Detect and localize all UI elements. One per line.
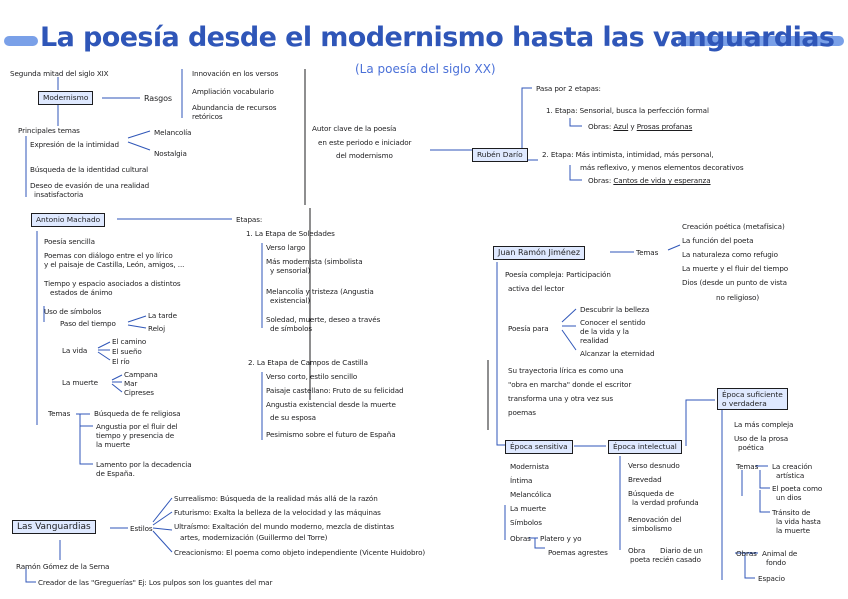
jrj-desc-2a: Conocer el sentido [580,318,646,327]
suf-animal-1: Animal de [762,549,798,558]
jrj-desc-1: Descubrir la belleza [580,305,650,314]
title-decoration-left [4,36,38,46]
modernismo-period: Segunda mitad del siglo XIX [10,69,109,78]
machado-etapa-1: 1. La Etapa de Soledades [246,229,335,238]
jrj-temas-label: Temas [636,248,659,257]
tema-melancolia: Melancolía [154,128,192,137]
suf-obras-label: Obras [736,549,757,558]
sym-paso: Paso del tiempo [60,319,116,328]
tema-nostalgia: Nostalgia [154,149,187,158]
suf-1: La más compleja [734,420,794,429]
tema-evasion-1: Deseo de evasión de una realidad [30,181,150,190]
machado-dialogo-2: y el paisaje de Castilla, León, amigos, ... [44,260,185,269]
sensitiva-2: Íntima [510,476,533,485]
sensitiva-3: Melancólica [510,490,552,499]
ultraismo-b: artes, modernización (Guillermo del Torre) [180,533,328,542]
sym-sueno: El sueño [112,347,142,356]
jrj-tema-2: La función del poeta [682,236,754,245]
machado-poesia: Poesía sencilla [44,237,95,246]
intel-obra-label: Obra [628,546,646,555]
ruben-box: Rubén Darío [472,148,528,162]
rasgos-label: Rasgos [144,94,172,103]
sym-camino: El camino [112,337,147,346]
sensitiva-4: La muerte [510,504,546,513]
intel-4: Renovación del [628,515,682,524]
epoca-sensitiva-box: Época sensitiva [505,440,573,454]
ruben-obras-2: Obras: Cantos de vida y esperanza [588,176,711,185]
e2-paisaje: Paisaje castellano: Fruto de su felicidad [266,386,404,395]
sym-campana: Campana [124,370,158,379]
suf-poeta-2: un dios [776,493,802,502]
e2-angustia-b: de su esposa [270,413,316,422]
jrj-compleja-1: Poesía compleja: Participación [505,270,611,279]
page-subtitle: (La poesía del siglo XX) [355,62,496,76]
machado-lamento-2: de España. [96,469,135,478]
machado-simbolos: Uso de símbolos [44,307,102,316]
jrj-tema-5b: no religioso) [716,293,760,302]
jrj-poesia-para: Poesía para [508,324,549,333]
ruben-obras-1: Obras: Azul y Prosas profanas [588,122,693,131]
ruben-desc-2: en este periodo e iniciador [318,138,412,147]
ultraismo-a: Ultraísmo: Exaltación del mundo moderno, mezcla de distintas [174,522,394,531]
jrj-compleja-2: activa del lector [508,284,565,293]
machado-temas: Temas [48,409,71,418]
e1-melancolia: Melancolía y tristeza (Angustia [266,287,374,296]
suf-espacio: Espacio [758,574,785,583]
jrj-tema-4: La muerte y el fluir del tiempo [682,264,789,273]
sym-muerte: La muerte [62,378,98,387]
sensitiva-agrestes: Poemas agrestes [548,548,608,557]
tema-identidad: Búsqueda de la identidad cultural [30,165,149,174]
intel-diario-2: poeta recién casado [630,555,701,564]
creacionismo: Creacionismo: El poema como objeto independiente (Vicente Huidobro) [174,548,426,557]
ramon: Ramón Gómez de la Serna [16,562,110,571]
suficiente-line-1: Época suficiente [722,390,783,399]
suficiente-line-2: o verdadera [722,399,767,408]
sensitiva-obras-label: Obras [510,534,531,543]
suf-transito-1: Tránsito de [772,508,811,517]
rasgo-3b: retóricos [192,112,223,121]
vanguardias-estilos: Estilos [130,524,153,533]
sym-rio: El río [112,357,130,366]
suf-creacion-2: artística [776,471,805,480]
suf-creacion-1: La creación [772,462,813,471]
suf-transito-3: la muerte [776,526,810,535]
machado-lamento-1: Lamento por la decadencia [96,460,192,469]
machado-angustia-2: tiempo y presencia de [96,431,175,440]
machado-angustia-1: Angustia por el fluir del [96,422,178,431]
machado-angustia-3: la muerte [96,440,130,449]
e2-pesimismo: Pesimismo sobre el futuro de España [266,430,396,439]
sensitiva-5: Símbolos [510,518,542,527]
jrj-trayectoria-1: Su trayectoria lírica es como una [508,366,624,375]
e1-modernista: Más modernista (simbolista [266,257,363,266]
suf-temas-label: Temas [736,462,759,471]
ruben-etapa-2b: más reflexivo, y menos elementos decorativos [580,163,744,172]
vanguardias-box: Las Vanguardias [12,520,96,534]
ruben-etapa-1: 1. Etapa: Sensorial, busca la perfección formal [546,106,709,115]
ruben-etapas-label: Pasa por 2 etapas: [536,84,601,93]
suf-2b: poética [738,443,764,452]
suf-animal-2: fondo [766,558,786,567]
jrj-tema-5: Dios (desde un punto de vista [682,278,787,287]
jrj-desc-3: Alcanzar la eternidad [580,349,655,358]
intel-1: Verso desnudo [628,461,680,470]
suf-2: Uso de la prosa [734,434,789,443]
intel-3b: la verdad profunda [632,498,699,507]
jrj-trayectoria-3: transforma una y otra vez sus [508,394,614,403]
tema-evasion-2: insatisfactoria [34,190,84,199]
e1-verso: Verso largo [266,243,306,252]
epoca-intelectual-box: Época intelectual [608,440,682,454]
rasgo-3: Abundancia de recursos [192,103,277,112]
ruben-desc-3: del modernismo [336,151,393,160]
sym-tarde: La tarde [148,311,177,320]
intel-3: Búsqueda de [628,489,674,498]
page-title: La poesía desde el modernismo hasta las vanguardias [40,22,835,53]
machado-etapa-2: 2. La Etapa de Campos de Castilla [248,358,368,367]
e2-angustia: Angustia existencial desde la muerte [266,400,396,409]
jrj-trayectoria-4: poemas [508,408,536,417]
tema-intimidad: Expresión de la intimidad [30,140,119,149]
sym-mar: Mar [124,379,138,388]
sym-reloj: Reloj [148,324,165,333]
rasgo-1: Innovación en los versos [192,69,279,78]
sensitiva-platero: Platero y yo [540,534,582,543]
ramon-greguerias: Creador de las "Greguerías" Ej: Los pulpos son los guantes del mar [38,578,273,587]
jrj-tema-3: La naturaleza como refugio [682,250,778,259]
machado-dialogo-1: Poemas con diálogo entre el yo lírico [44,251,173,260]
machado-tiempo-2: estados de ánimo [50,288,113,297]
machado-etapas-label: Etapas: [236,215,263,224]
futurismo: Futurismo: Exalta la belleza de la velocidad y las máquinas [174,508,381,517]
surrealismo: Surrealismo: Búsqueda de la realidad más allá de la razón [174,494,378,503]
ruben-etapa-2a: 2. Etapa: Más intimista, intimidad, más personal, [542,150,714,159]
machado-tiempo-1: Tiempo y espacio asociados a distintos [44,279,181,288]
suf-transito-2: la vida hasta [776,517,821,526]
temas-label: Principales temas [18,126,80,135]
machado-box: Antonio Machado [31,213,105,227]
sym-cipreses: Cipreses [124,388,154,397]
e2-verso: Verso corto, estilo sencillo [266,372,358,381]
suf-poeta-1: El poeta como [772,484,823,493]
intel-diario-1: Diario de un [660,546,703,555]
e1-modernista-b: y sensorial) [270,266,311,275]
e1-melancolia-b: existencial) [270,296,311,305]
rasgo-2: Ampliación vocabulario [192,87,274,96]
modernismo-box: Modernismo [38,91,93,105]
e1-soledad: Soledad, muerte, deseo a través [266,315,381,324]
e1-soledad-b: de símbolos [270,324,313,333]
jrj-trayectoria-2: "obra en marcha" donde el escritor [508,380,632,389]
epoca-suficiente-box [717,388,788,410]
intel-4b: simbolismo [632,524,672,533]
jrj-box: Juan Ramón Jiménez [493,246,585,260]
jrj-tema-1: Creación poética (metafísica) [682,222,785,231]
sym-vida: La vida [62,346,88,355]
ruben-desc-1: Autor clave de la poesía [312,124,397,133]
sensitiva-1: Modernista [510,462,549,471]
jrj-desc-2b: de la vida y la [580,327,629,336]
jrj-desc-2c: realidad [580,336,609,345]
intel-2: Brevedad [628,475,662,484]
machado-fe: Búsqueda de fe religiosa [94,409,181,418]
